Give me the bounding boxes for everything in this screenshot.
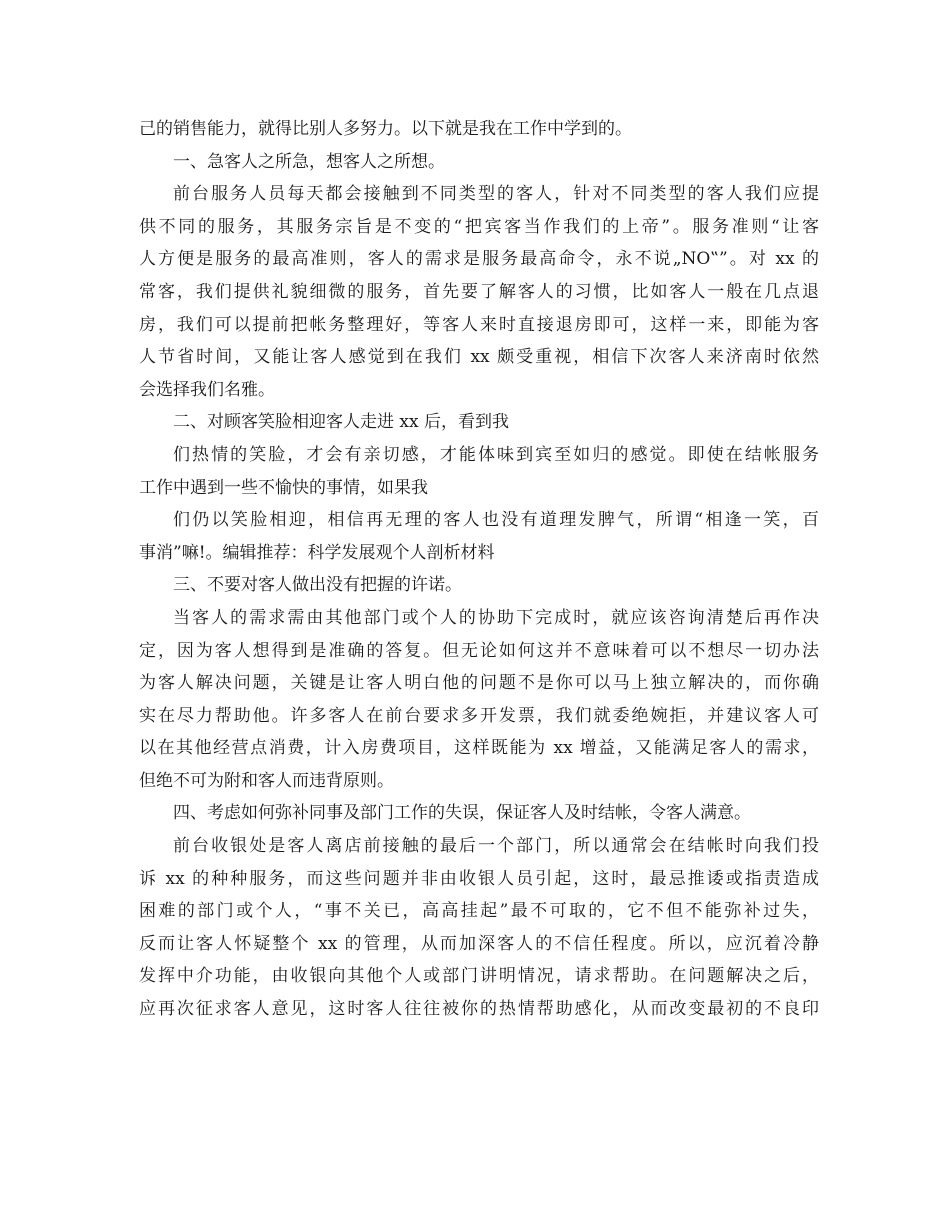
paragraph-line: 工作中遇到一些不愉快的事情，如果我: [139, 477, 428, 498]
section-heading-4: 四、考虑如何弥补同事及部门工作的失误，保证客人及时结帐，令客人满意。: [173, 803, 751, 824]
document-body: [139, 113, 819, 1026]
paragraph-line: 己的销售能力，就得比别人多努力。以下就是我在工作中学到的。: [139, 119, 632, 139]
paragraph-line: 事消”嘛!。编辑推荐：科学发展观个人剖析材料: [139, 542, 495, 563]
paragraph-line: 前台服务人员每天都会接触到不同类型的客人，针对不同类型的客人我们应提: [173, 184, 819, 205]
paragraph-line: 房，我们可以提前把帐务整理好，等客人来时直接退房即可，这样一来，即能为客: [139, 314, 819, 335]
paragraph-line: 人方便是服务的最高准则，客人的需求是服务最高命令，永不说„NO‟”。对 xx 的: [139, 249, 819, 270]
paragraph-line: 定，因为客人想得到是准确的答复。但无论如何这并不意味着可以不想尽一切办法: [139, 640, 819, 661]
paragraph-line: 反而让客人怀疑整个 xx 的管理，从而加深客人的不信任程度。所以，应沉着冷静: [139, 933, 819, 954]
paragraph-line: 常客，我们提供礼貌细微的服务，首先要了解客人的习惯，比如客人一般在几点退: [139, 281, 819, 302]
paragraph-line: 们仍以笑脸相迎，相信再无理的客人也没有道理发脾气，所谓“相逢一笑，百: [173, 510, 819, 531]
paragraph-line: 前台收银处是客人离店前接触的最后一个部门，所以通常会在结帐时向我们投: [173, 836, 819, 857]
paragraph-line: 为客人解决问题，关键是让客人明白他的问题不是你可以马上独立解决的，而你确: [139, 673, 819, 694]
paragraph-line: 人节省时间，又能让客人感觉到在我们 xx 颇受重视，相信下次客人来济南时依然: [139, 347, 819, 368]
paragraph-line: 们热情的笑脸，才会有亲切感，才能体味到宾至如归的感觉。即使在结帐服务: [173, 444, 819, 465]
paragraph-line: 应再次征求客人意见，这时客人往往被你的热情帮助感化，从而改变最初的不良印: [139, 999, 819, 1020]
paragraph-line: 但绝不可为附和客人而违背原则。: [139, 770, 394, 791]
paragraph-line: 供不同的服务，其服务宗旨是不变的“把宾客当作我们的上帝”。服务准则“让客: [139, 216, 819, 237]
paragraph-line: 诉 xx 的种种服务，而这些问题并非由收银人员引起，这时，最忌推诿或指责造成: [139, 868, 819, 889]
paragraph-line: 困难的部门或个人，“事不关已，高高挂起”最不可取的，它不但不能弥补过失，: [139, 901, 819, 922]
paragraph-line: 发挥中介功能，由收银向其他个人或部门讲明情况，请求帮助。在问题解决之后，: [139, 966, 819, 987]
paragraph-line: 当客人的需求需由其他部门或个人的协助下完成时，就应该咨询清楚后再作决: [173, 607, 819, 628]
paragraph-line: 会选择我们名雅。: [139, 379, 275, 400]
paragraph-line: 实在尽力帮助他。许多客人在前台要求多开发票，我们就委绝婉拒，并建议客人可: [139, 705, 819, 726]
section-heading-1: 一、急客人之所急，想客人之所想。: [173, 151, 445, 172]
paragraph-line: 以在其他经营点消费，计入房费项目，这样既能为 xx 增益，又能满足客人的需求，: [139, 738, 819, 759]
section-heading-2: 二、对顾客笑脸相迎客人走进 xx 后，看到我: [173, 412, 509, 433]
section-heading-3: 三、不要对客人做出没有把握的许诺。: [173, 575, 462, 596]
